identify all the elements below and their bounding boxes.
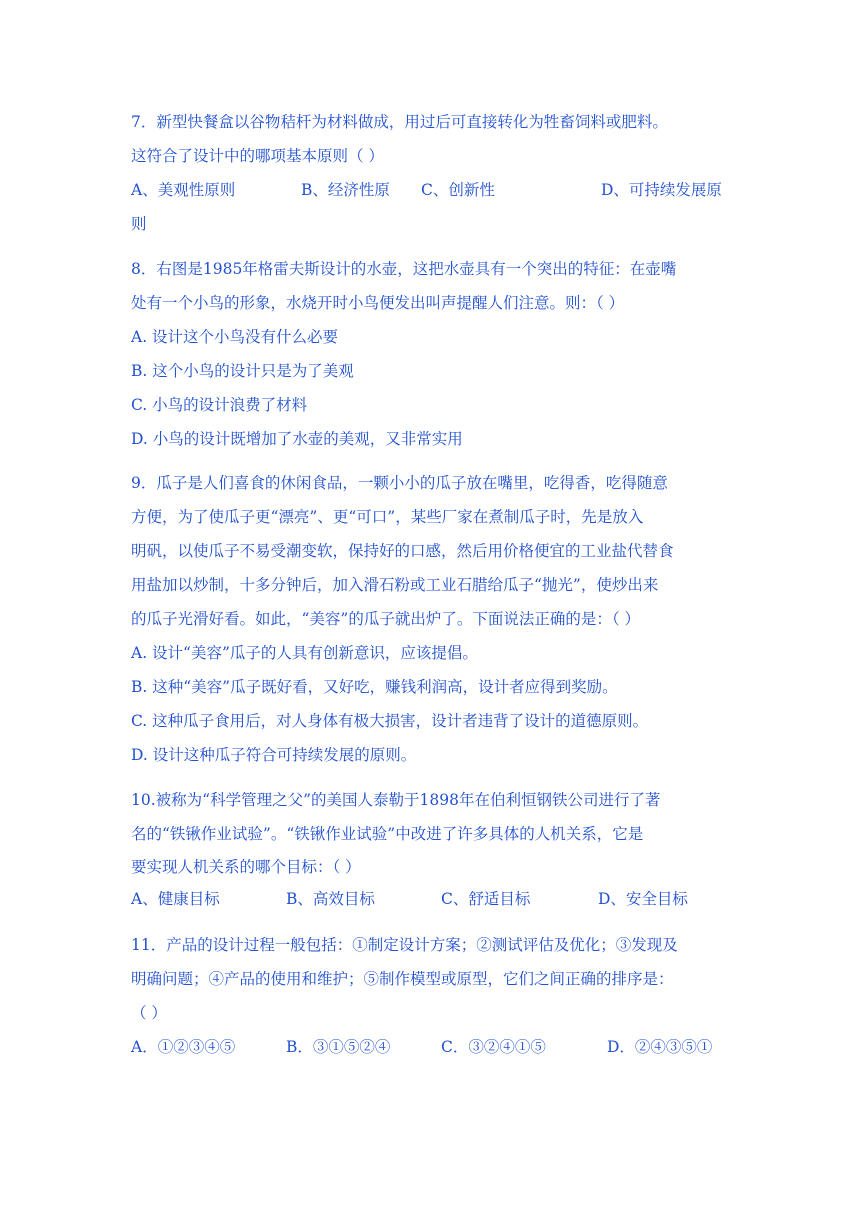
q10-stem-line-2: 名的“铁锹作业试验”。“铁锹作业试验”中改进了许多具体的人机关系，它是 bbox=[131, 825, 644, 843]
q7-stem-line-1: 7．新型快餐盒以谷物秸杆为材料做成，用过后可直接转化为牲畜饲料或肥料。 bbox=[131, 113, 668, 131]
q11-stem-line-3: （ ） bbox=[131, 1004, 167, 1022]
q10-option-c: C、舒适目标 bbox=[441, 890, 531, 908]
q11-option-b: B．③①⑤②④ bbox=[286, 1038, 391, 1056]
q11-option-a: A．①②③④⑤ bbox=[131, 1038, 236, 1056]
q10-stem-line-1: 10.被称为“科学管理之父”的美国人泰勒于1898年在伯利恒钢铁公司进行了著 bbox=[131, 791, 661, 809]
q7-option-c: C、创新性 bbox=[421, 181, 495, 199]
q9-option-b: B. 这种“美容”瓜子既好看，又好吃，赚钱利润高，设计者应得到奖励。 bbox=[131, 678, 618, 696]
q7-stem-line-2: 这符合了设计中的哪项基本原则（ ） bbox=[131, 147, 384, 165]
q9-option-a: A. 设计“美容”瓜子的人具有创新意识，应该提倡。 bbox=[131, 644, 478, 662]
q9-stem-line-4: 用盐加以炒制，十多分钟后，加入滑石粉或工业石腊给瓜子“抛光”，使炒出来 bbox=[131, 576, 659, 594]
q7-option-d: D、可持续发展原 bbox=[601, 181, 722, 199]
q8-option-d: D. 小鸟的设计既增加了水壶的美观，又非常实用 bbox=[131, 430, 463, 448]
q10-option-a: A、健康目标 bbox=[131, 890, 220, 908]
q10-option-d: D、安全目标 bbox=[598, 890, 688, 908]
q10-stem-line-3: 要实现人机关系的哪个目标：（ ） bbox=[131, 858, 361, 876]
q11-stem-line-1: 11．产品的设计过程一般包括：①制定设计方案；②测试评估及优化；③发现及 bbox=[131, 936, 678, 954]
q7-option-d-wrap: 则 bbox=[131, 215, 147, 233]
q8-stem-line-1: 8．右图是1985年格雷夫斯设计的水壶，这把水壶具有一个突出的特征：在壶嘴 bbox=[131, 260, 677, 278]
q11-option-d: D．②④③⑤① bbox=[607, 1038, 713, 1056]
q9-option-d: D. 设计这种瓜子符合可持续发展的原则。 bbox=[131, 746, 417, 764]
q9-stem-line-5: 的瓜子光滑好看。如此，“美容”的瓜子就出炉了。下面说法正确的是：（ ） bbox=[131, 610, 641, 628]
q9-option-c: C. 这种瓜子食用后，对人身体有极大损害，设计者违背了设计的道德原则。 bbox=[131, 712, 649, 730]
q8-stem-line-2: 处有一个小鸟的形象，水烧开时小鸟便发出叫声提醒人们注意。则：（ ） bbox=[131, 294, 625, 312]
q8-option-b: B. 这个小鸟的设计只是为了美观 bbox=[131, 362, 354, 380]
q8-option-a: A. 设计这个小鸟没有什么必要 bbox=[131, 328, 339, 346]
q9-stem-line-2: 方便，为了使瓜子更“漂亮”、更“可口”，某些厂家在煮制瓜子时，先是放入 bbox=[131, 508, 644, 526]
q7-option-a: A、美观性原则 bbox=[131, 181, 236, 199]
q7-option-b: B、经济性原 bbox=[301, 181, 390, 199]
q8-option-c: C. 小鸟的设计浪费了材料 bbox=[131, 396, 308, 414]
q9-stem-line-3: 明矾，以使瓜子不易受潮变软，保持好的口感，然后用价格便宜的工业盐代替食 bbox=[131, 542, 674, 560]
q11-option-c: C．③②④①⑤ bbox=[441, 1038, 546, 1056]
q10-option-b: B、高效目标 bbox=[286, 890, 375, 908]
q11-stem-line-2: 明确问题；④产品的使用和维护；⑤制作模型或原型，它们之间正确的排序是： bbox=[131, 970, 674, 988]
q9-stem-line-1: 9．瓜子是人们喜食的休闲食品，一颗小小的瓜子放在嘴里，吃得香，吃得随意 bbox=[131, 474, 668, 492]
